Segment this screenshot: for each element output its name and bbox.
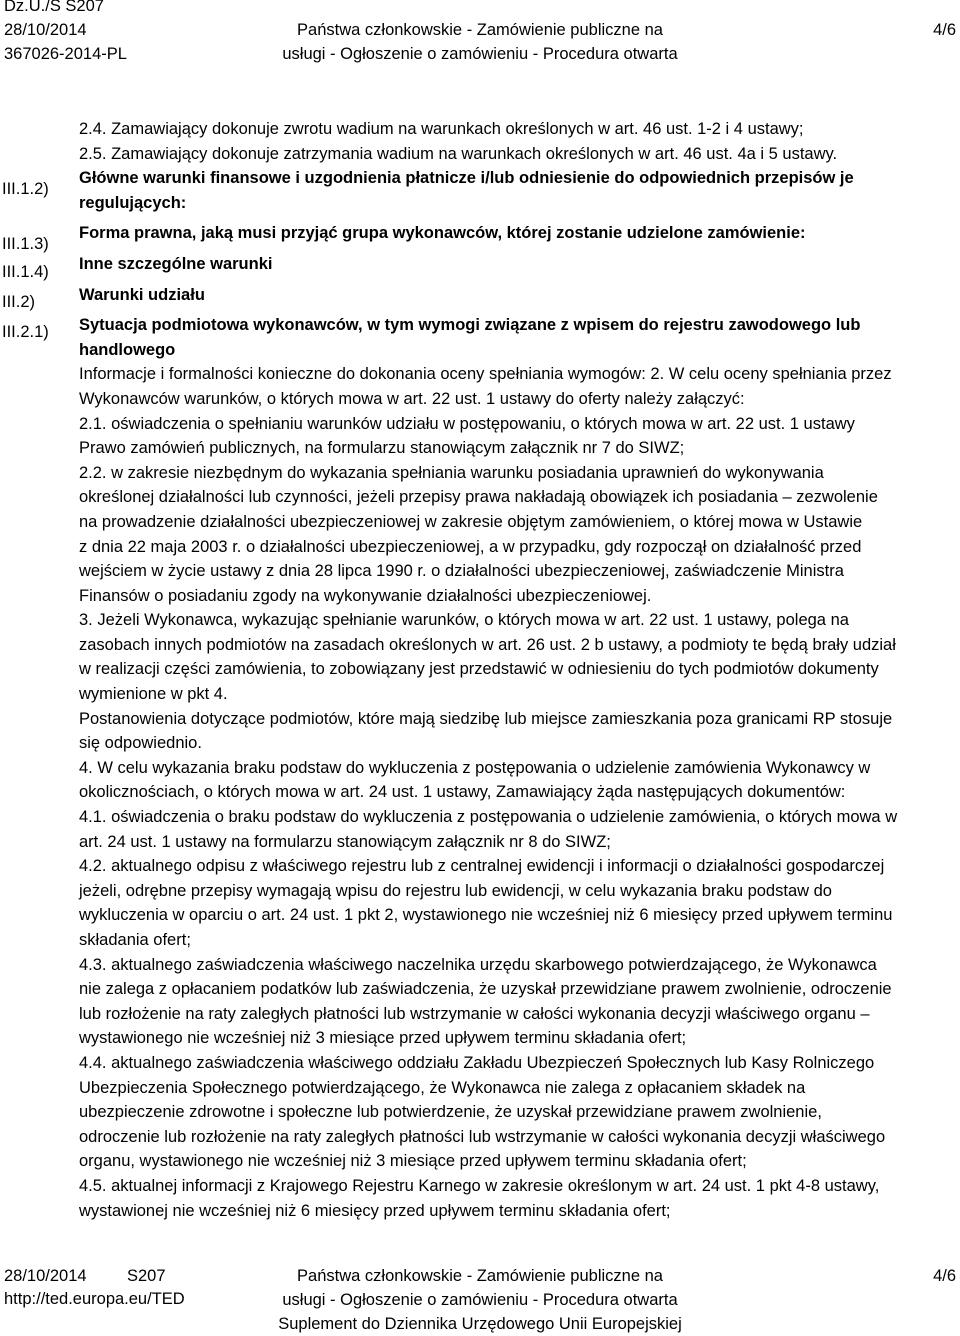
text-line: Ubezpieczenia Społecznego potwierdzającego, że Wykonawca nie zalega z opłacaniem składek na: [79, 1078, 806, 1097]
footer-title-line1: Państwa członkowskie - Zamówienie publiczne na: [297, 1267, 663, 1285]
notice-number: 367026-2014-PL: [4, 45, 127, 63]
footer-title-line3: Suplement do Dziennika Urzędowego Unii Europejskiej: [278, 1315, 682, 1333]
header-title: [0, 18, 960, 66]
text-line: 2.2. w zakresie niezbędnym do wykazania spełniania warunku posiadania uprawnień do wykonywania: [79, 463, 824, 482]
text-line: 2.5. Zamawiający dokonuje zatrzymania wadium na warunkach określonych w art. 46 ust. 4a i 5 ustawy.: [79, 144, 838, 163]
text-line: wejściem w życie ustawy z dnia 28 lipca 1990 r. o działalności ubezpieczeniowej, zaświadczenie Ministra: [79, 562, 844, 581]
section-number: III.1.4): [2, 263, 49, 281]
heading-line: Główne warunki finansowe i uzgodnienia płatnicze i/lub odniesienie do odpowiednich przepisów je: [79, 169, 854, 188]
heading-line: Sytuacja podmiotowa wykonawców, w tym wymogi związane z wpisem do rejestru zawodowego lub: [79, 316, 861, 335]
text-line: 3. Jeżeli Wykonawca, wykazując spełnianie warunków, o których mowa w art. 22 ust. 1 ustawy, polega na: [79, 611, 849, 630]
text-line: nie zalega z opłacaniem podatków lub zaświadczenia, że uzyskał przewidziane prawem zwolnienie, odroczenie: [79, 980, 892, 999]
journal-ref: Dz.U./S S207: [4, 0, 104, 15]
heading-financial-conditions: [79, 166, 959, 215]
section-number: III.1.2): [2, 180, 49, 198]
text-line: wykluczenia w oparciu o art. 24 ust. 1 pkt 2, wystawionego nie wcześniej niż 6 miesięcy przed upływem terminu: [79, 906, 893, 925]
text-line: 4.3. aktualnego zaświadczenia właściwego naczelnika urzędu skarbowego potwierdzającego, że Wykonawca: [79, 955, 877, 974]
header-page-number: 4/6: [933, 21, 956, 39]
section-number: III.2.1): [2, 323, 49, 341]
text-line: Informacje i formalności konieczne do dokonania oceny spełniania wymogów: 2. W celu oceny spełniania przez: [79, 365, 892, 384]
text-line: Postanowienia dotyczące podmiotów, które mają siedzibę lub miejsce zamieszkania poza granicami RP stosuje: [79, 709, 893, 728]
text-line: 4.1. oświadczenia o braku podstaw do wykluczenia z postępowania o udzielenie zamówienia, o których mowa w: [79, 808, 898, 827]
text-line: 2.4. Zamawiający dokonuje zwrotu wadium na warunkach określonych w art. 46 ust. 1-2 i 4 ustawy;: [79, 120, 804, 138]
text-line: 4.2. aktualnego odpisu z właściwego rejestru lub z centralnej ewidencji i informacji o działalności gospodarczej: [79, 857, 885, 876]
text-line: Prawo zamówień publicznych, na formularzu stanowiącym załącznik nr 7 do SIWZ;: [79, 439, 685, 458]
text-line: 4.5. aktualnej informacji z Krajowego Rejestru Karnego w zakresie określonym w art. 24 ust. 1 pkt 4-8 ustawy,: [79, 1176, 880, 1195]
section-number: III.1.3): [2, 235, 49, 253]
header-title-line2: usługi - Ogłoszenie o zamówieniu - Procedura otwarta: [282, 45, 678, 63]
footer-doc-ref: S207: [127, 1267, 166, 1285]
text-line: art. 24 ust. 1 ustawy na formularzu stanowiącym załącznik nr 8 do SIWZ;: [79, 832, 611, 851]
heading-personal-situation: [79, 313, 959, 362]
text-line: na prowadzenie działalności ubezpieczeniowej w zakresie objętym zamówieniem, o której mowa w Ustawie: [79, 512, 863, 531]
section-number: III.2): [2, 293, 36, 311]
text-line: organu, wystawionego nie wcześniej niż 3 miesiące przed upływem terminu składania ofert;: [79, 1152, 747, 1171]
text-line: składania ofert;: [79, 931, 191, 949]
header-date: 28/10/2014: [4, 21, 87, 39]
text-line: zasobach innych podmiotów na zasadach określonych w art. 26 ust. 2 b ustawy, a podmioty te będą brały udział: [79, 635, 896, 654]
notice-content: [79, 117, 959, 1223]
text-line: 4. W celu wykazania braku podstaw do wykluczenia z postępowania o udzielenie zamówienia Wykonawcy w: [79, 758, 871, 777]
text-line: w realizacji części zamówienia, to zobowiązany jest przedstawić w odniesieniu do tych podmiotów dokumenty: [79, 660, 879, 679]
heading-legal-form: Forma prawna, jaką musi przyjąć grupa wykonawców, której zostanie udzielone zamówienie:: [79, 224, 806, 243]
text-line: okolicznościach, o których mowa w art. 24 ust. 1 ustawy, Zamawiający żąda następujących dokumentów:: [79, 783, 846, 802]
text-line: wymienione w pkt 4.: [79, 685, 228, 704]
text-line: 2.1. oświadczenia o spełnianiu warunków udziału w postępowaniu, o których mowa w art. 22 ust. 1 ustawy: [79, 414, 855, 433]
text-line: odroczenie lub rozłożenie na raty zaległych płatności lub wstrzymanie w całości wykonania decyzji właściwego: [79, 1127, 886, 1146]
footer-date: 28/10/2014: [4, 1267, 87, 1285]
text-line: wystawionej nie wcześniej niż 6 miesięcy przed upływem terminu składania ofert;: [79, 1201, 671, 1220]
text-line: jeżeli, odrębne przepisy wymagają wpisu do rejestru lub ewidencji, w celu wykazania braku podstaw do: [79, 881, 832, 900]
text-line: lub rozłożenie na raty zaległych płatności lub wstrzymanie w całości wykonania decyzji właściwego organu –: [79, 1004, 870, 1023]
text-line: z dnia 22 maja 2003 r. o działalności ubezpieczeniowej, a w przypadku, gdy rozpoczął on działalność przed: [79, 537, 862, 556]
text-line: 4.4. aktualnego zaświadczenia właściwego oddziału Zakładu Ubezpieczeń Społecznych lub Kasy Rolniczego: [79, 1053, 875, 1072]
footer-url: http://ted.europa.eu/TED: [4, 1290, 185, 1308]
footer-page-number: 4/6: [933, 1267, 956, 1285]
text-line: się odpowiednio.: [79, 734, 202, 753]
footer-title-line2: usługi - Ogłoszenie o zamówieniu - Procedura otwarta: [282, 1291, 678, 1309]
heading-participation: Warunki udziału: [79, 285, 205, 304]
text-line: wystawionego nie wcześniej niż 3 miesiące przed upływem terminu składania ofert;: [79, 1029, 687, 1048]
heading-line: regulujących:: [79, 193, 187, 212]
footer-title: [0, 1264, 960, 1336]
text-line: określonej działalności lub czynności, jeżeli przepisy prawa nakładają obowiązek ich posiadania – zezwolenie: [79, 488, 878, 507]
heading-other-conditions: Inne szczególne warunki: [79, 254, 273, 273]
text-line: ubezpieczenie zdrowotne i społeczne lub potwierdzenie, że uzyskał przewidziane prawem zwolnienie,: [79, 1103, 822, 1122]
heading-line: handlowego: [79, 340, 176, 359]
text-line: Finansów o posiadaniu zgody na wykonywanie działalności ubezpieczeniowej.: [79, 586, 652, 605]
header-title-line1: Państwa członkowskie - Zamówienie publiczne na: [297, 21, 663, 39]
text-line: Wykonawców warunków, o których mowa w art. 22 ust. 1 ustawy do oferty należy załączyć:: [79, 389, 745, 408]
